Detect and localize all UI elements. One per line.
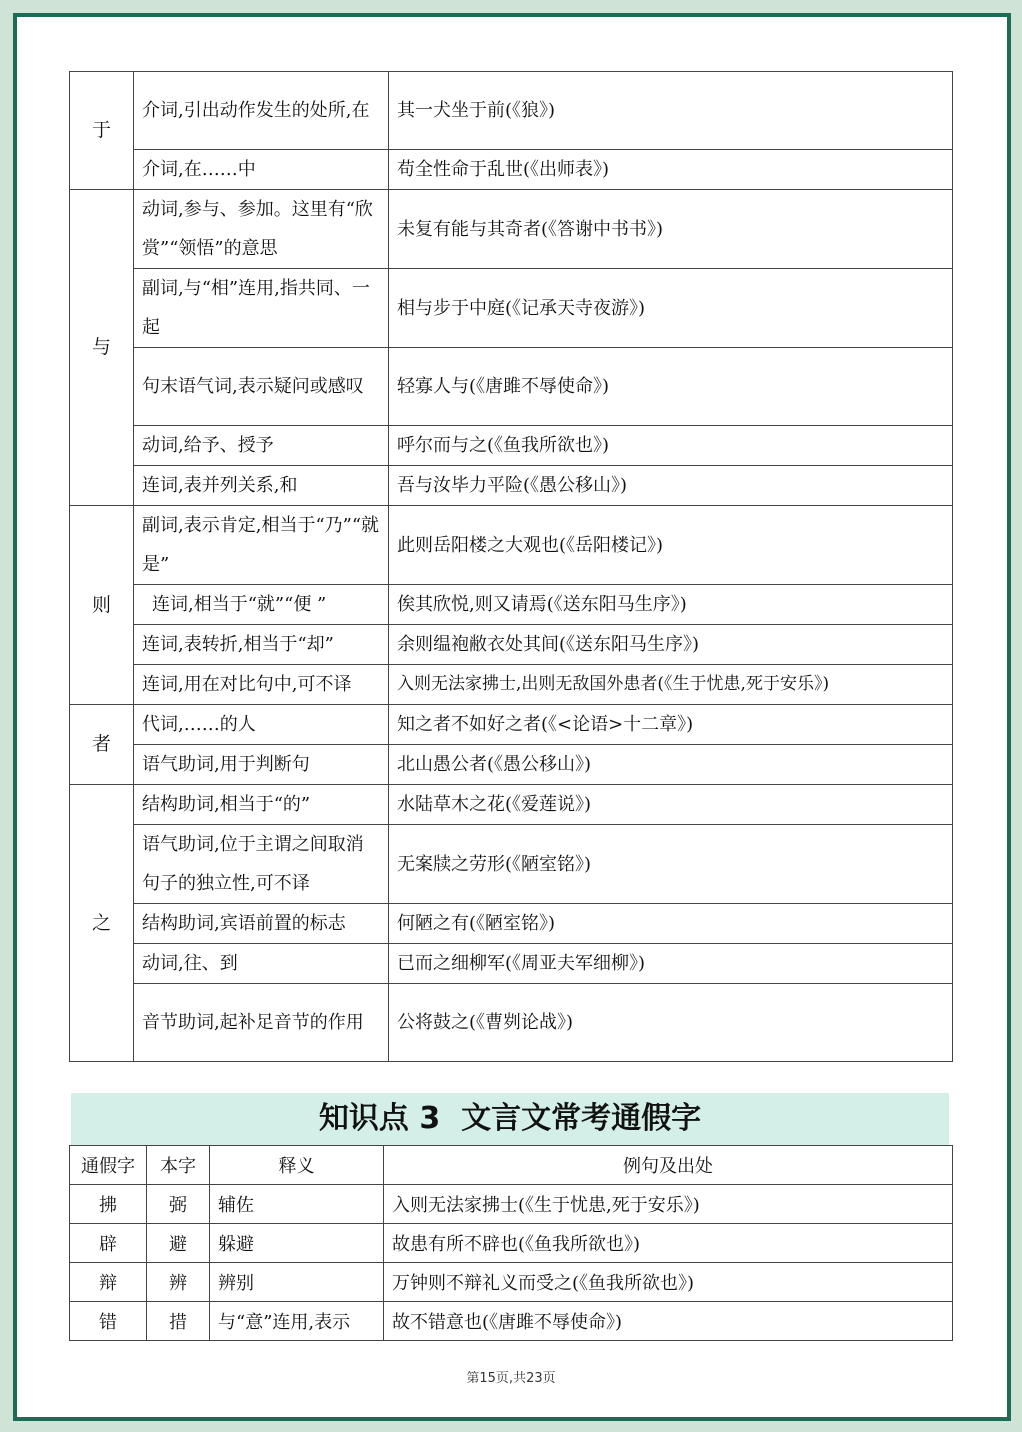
table-row	[70, 1302, 953, 1341]
benzi-cell: 辨	[147, 1263, 210, 1302]
meaning-cell: 句末语气词,表示疑问或感叹	[134, 348, 389, 426]
example-cell: 万钟则不辩礼义而受之(《鱼我所欲也》)	[384, 1263, 953, 1302]
meaning-cell: 动词,参与、参加。这里有“欣赏”“领悟”的意思	[134, 190, 389, 269]
table-row	[70, 1263, 953, 1302]
table-row	[70, 150, 953, 190]
meaning-cell: 语气助词,用于判断句	[134, 745, 389, 785]
table-row	[70, 665, 953, 705]
char-cell: 于	[70, 72, 134, 190]
column-header: 本字	[147, 1146, 210, 1185]
meaning-cell: 连词,用在对比句中,可不译	[134, 665, 389, 705]
example-cell: 俟其欣悦,则又请焉(《送东阳马生序》)	[389, 585, 953, 625]
benzi-cell: 避	[147, 1224, 210, 1263]
table-row	[70, 904, 953, 944]
table-row	[70, 625, 953, 665]
table-row	[70, 1224, 953, 1263]
table-row	[70, 72, 953, 150]
section-title: 知识点 3 文言文常考通假字	[71, 1093, 949, 1145]
benzi-cell: 措	[147, 1302, 210, 1341]
char-cell: 与	[70, 190, 134, 506]
example-cell: 无案牍之劳形(《陋室铭》)	[389, 825, 953, 904]
example-cell: 何陋之有(《陋室铭》)	[389, 904, 953, 944]
table-row	[70, 1185, 953, 1224]
table-row	[70, 825, 953, 904]
example-cell: 水陆草木之花(《爱莲说》)	[389, 785, 953, 825]
char-cell: 者	[70, 705, 134, 785]
example-cell: 入则无法家拂士(《生于忧患,死于安乐》)	[384, 1185, 953, 1224]
meaning-cell: 躲避	[210, 1224, 384, 1263]
example-cell: 余则缊袍敝衣处其间(《送东阳马生序》)	[389, 625, 953, 665]
example-cell: 知之者不如好之者(《<论语>十二章》)	[389, 705, 953, 745]
table-row	[70, 426, 953, 466]
column-header: 释义	[210, 1146, 384, 1185]
meaning-cell: 连词,表并列关系,和	[134, 466, 389, 506]
table-row	[70, 348, 953, 426]
meaning-cell: 结构助词,宾语前置的标志	[134, 904, 389, 944]
table-row	[70, 506, 953, 585]
tongjia-cell: 辩	[70, 1263, 147, 1302]
example-cell: 吾与汝毕力平险(《愚公移山》)	[389, 466, 953, 506]
meaning-cell: 介词,引出动作发生的处所,在	[134, 72, 389, 150]
table-header-row	[70, 1146, 953, 1185]
meaning-cell: 副词,与“相”连用,指共同、一起	[134, 269, 389, 348]
meaning-cell: 介词,在……中	[134, 150, 389, 190]
example-cell: 呼尔而与之(《鱼我所欲也》)	[389, 426, 953, 466]
meaning-cell: 动词,给予、授予	[134, 426, 389, 466]
column-header: 例句及出处	[384, 1146, 953, 1185]
example-cell: 北山愚公者(《愚公移山》)	[389, 745, 953, 785]
table-row	[70, 466, 953, 506]
meaning-cell: 连词,表转折,相当于“却”	[134, 625, 389, 665]
example-cell: 此则岳阳楼之大观也(《岳阳楼记》)	[389, 506, 953, 585]
tongjia-cell: 拂	[70, 1185, 147, 1224]
example-cell: 故不错意也(《唐雎不辱使命》)	[384, 1302, 953, 1341]
page-number-footer: 第15页,共23页	[466, 1371, 556, 1386]
example-cell: 未复有能与其奇者(《答谢中书书》)	[389, 190, 953, 269]
example-cell: 苟全性命于乱世(《出师表》)	[389, 150, 953, 190]
meaning-cell: 动词,往、到	[134, 944, 389, 984]
meaning-cell: 结构助词,相当于“的”	[134, 785, 389, 825]
example-cell: 已而之细柳军(《周亚夫军细柳》)	[389, 944, 953, 984]
meaning-cell: 辅佐	[210, 1185, 384, 1224]
example-cell: 入则无法家拂士,出则无敌国外患者(《生于忧患,死于安乐》)	[389, 665, 953, 705]
example-cell: 故患有所不辟也(《鱼我所欲也》)	[384, 1224, 953, 1263]
example-cell: 公将鼓之(《曹刿论战》)	[389, 984, 953, 1062]
meaning-cell: 音节助词,起补足音节的作用	[134, 984, 389, 1062]
meaning-cell: 辨别	[210, 1263, 384, 1302]
example-cell: 其一犬坐于前(《狼》)	[389, 72, 953, 150]
table-row	[70, 745, 953, 785]
meaning-cell: 代词,……的人	[134, 705, 389, 745]
tongjia-cell: 错	[70, 1302, 147, 1341]
column-header: 通假字	[70, 1146, 147, 1185]
table-row	[70, 705, 953, 745]
table-row	[70, 585, 953, 625]
meaning-cell: 语气助词,位于主谓之间取消句子的独立性,可不译	[134, 825, 389, 904]
table-row	[70, 785, 953, 825]
table-row	[70, 269, 953, 348]
benzi-cell: 弼	[147, 1185, 210, 1224]
example-cell: 轻寡人与(《唐雎不辱使命》)	[389, 348, 953, 426]
tongjia-cell: 辟	[70, 1224, 147, 1263]
char-cell: 之	[70, 785, 134, 1062]
meaning-cell: 连词,相当于“就”“便 ”	[134, 585, 389, 625]
char-cell: 则	[70, 506, 134, 705]
table-row	[70, 944, 953, 984]
tongjia-table	[69, 1145, 953, 1341]
meaning-cell: 与“意”连用,表示	[210, 1302, 384, 1341]
function-word-usage-table	[69, 71, 953, 1062]
example-cell: 相与步于中庭(《记承天寺夜游》)	[389, 269, 953, 348]
meaning-cell: 副词,表示肯定,相当于“乃”“就是”	[134, 506, 389, 585]
table-row	[70, 190, 953, 269]
table-row	[70, 984, 953, 1062]
